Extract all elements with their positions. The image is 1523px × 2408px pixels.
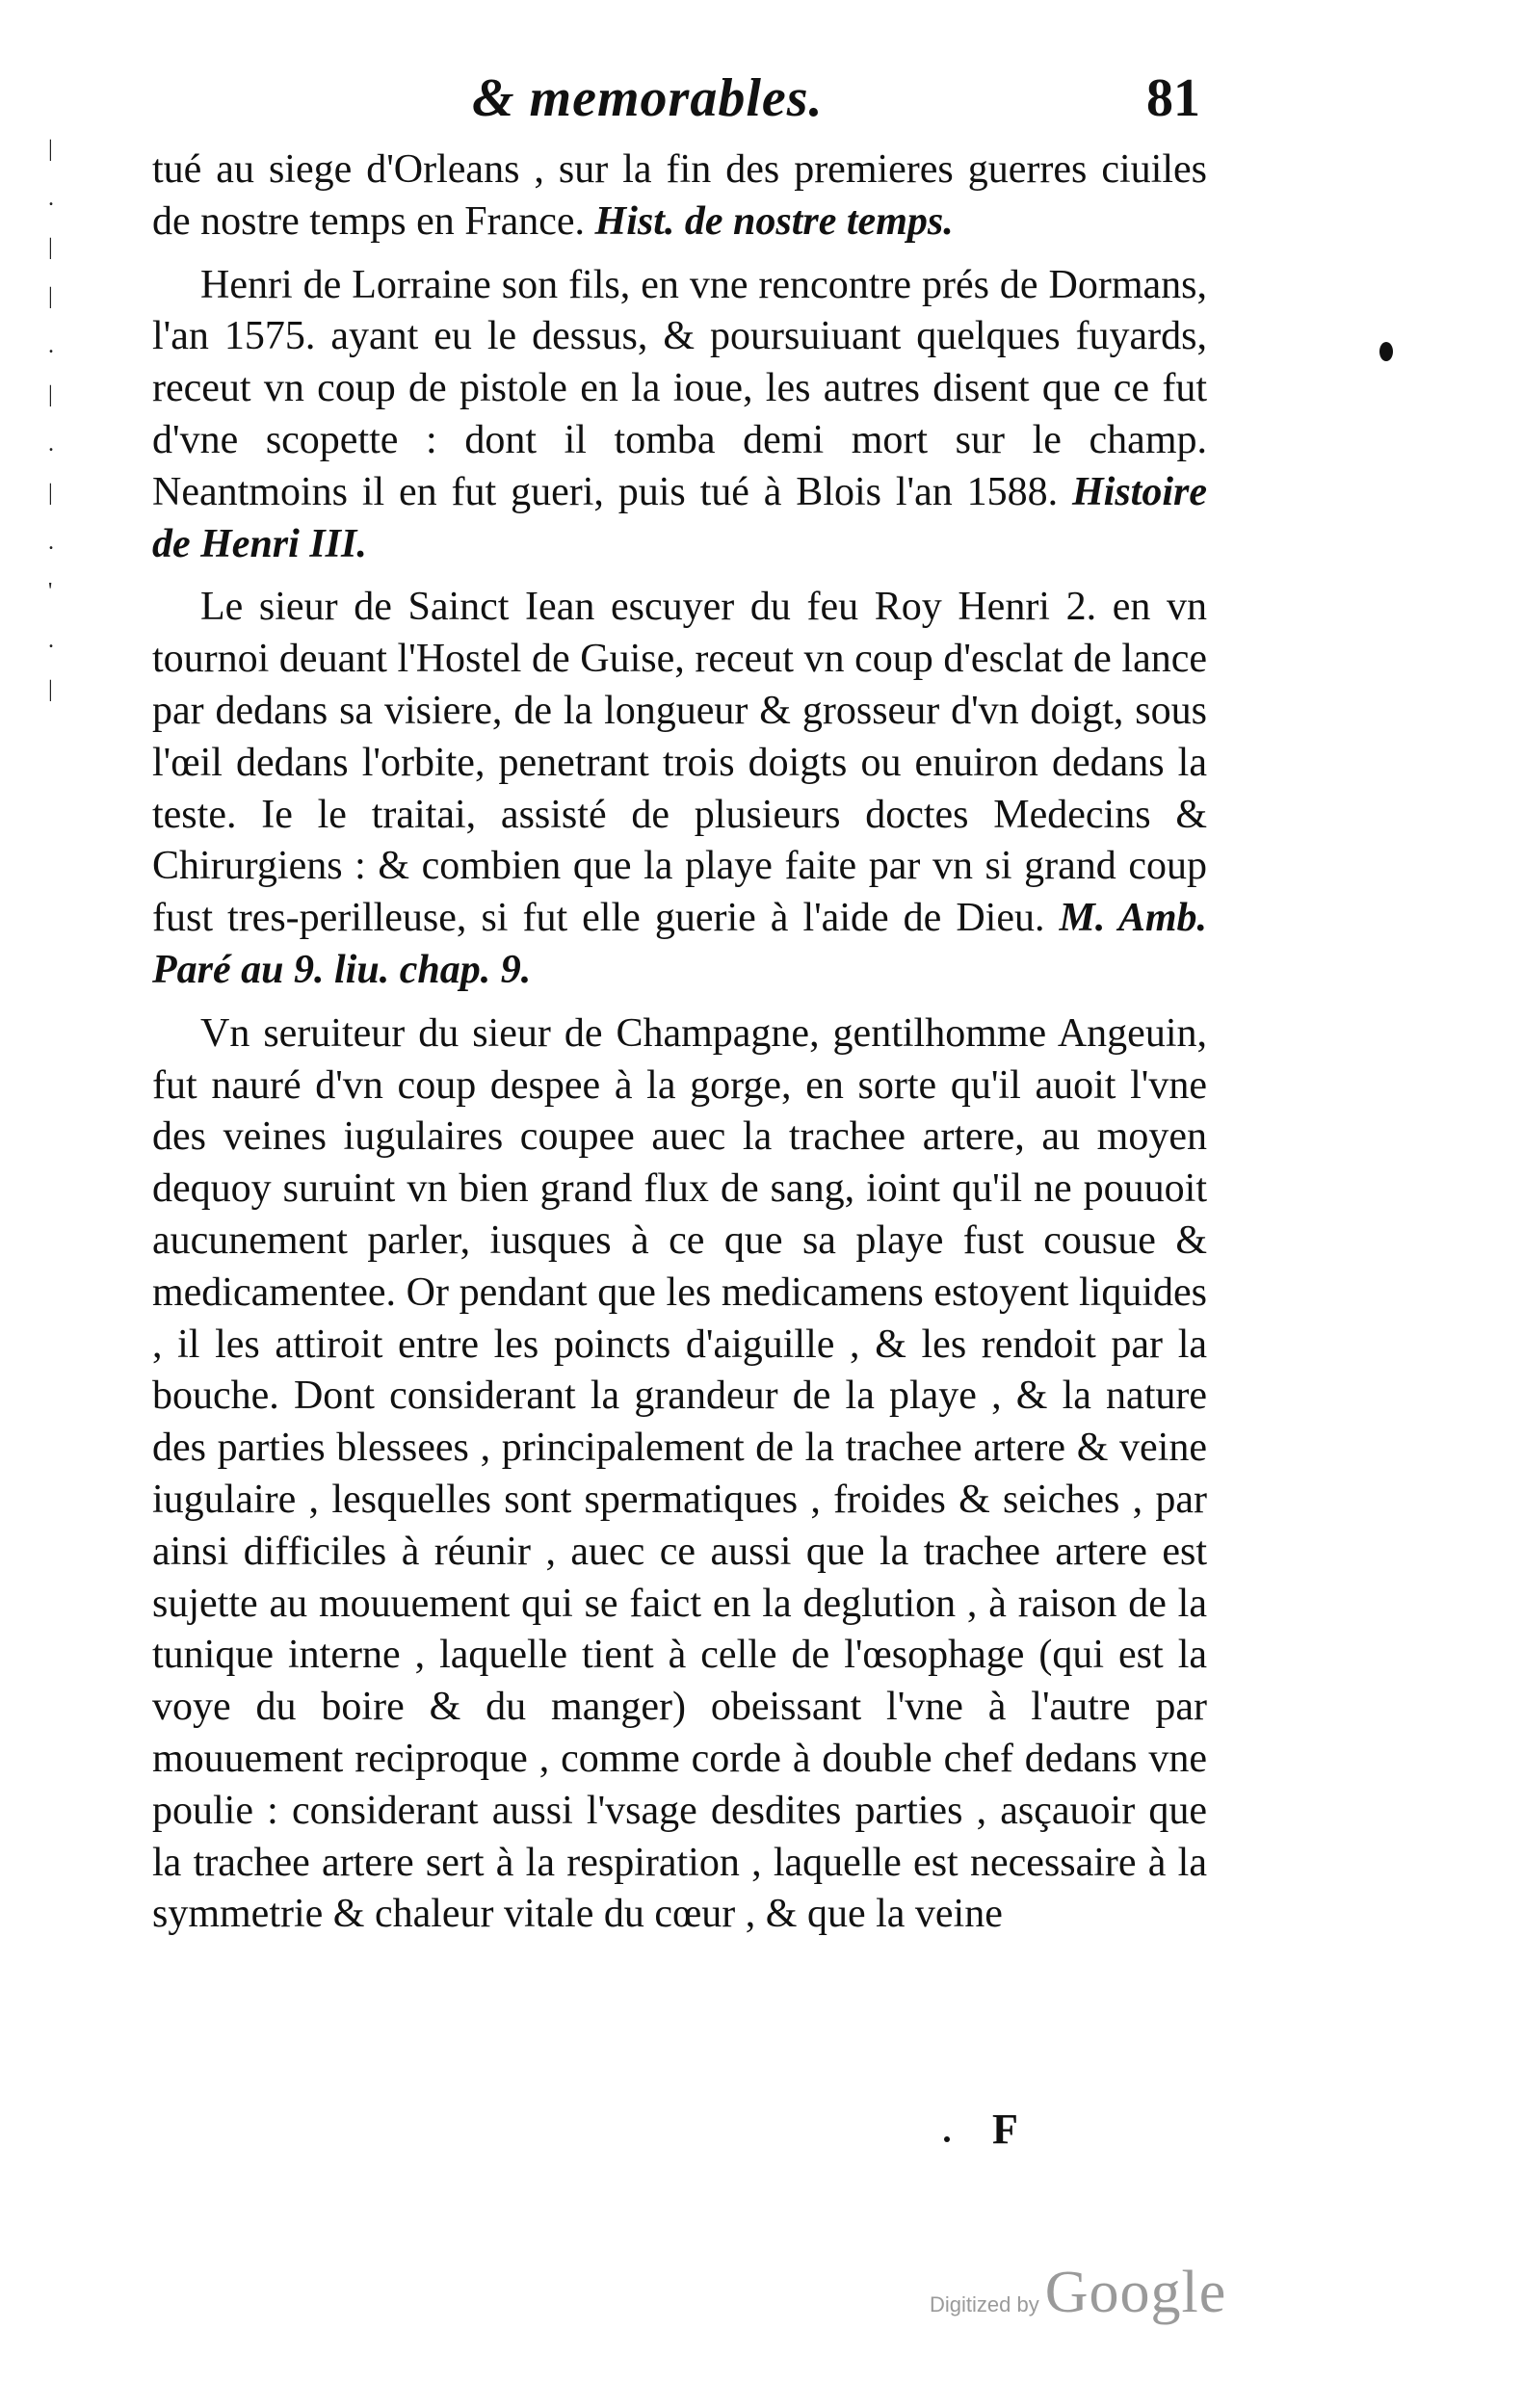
watermark-prefix: Digitized by xyxy=(930,2292,1039,2316)
paragraph-3 xyxy=(152,582,1207,996)
paragraph-text: Henri de Lorraine son fils, en vne rencontre prés de Dormans, l'an 1575. ayant eu le dessus, & poursuiuant quelques fuyards, receut vn coup de pistole en la ioue, les autres disent que ce fut d'vne scopette : dont il tomba demi mort sur le champ. Neantmoins il en fut gueri, puis tué à Blois l'an 1588. xyxy=(152,262,1207,514)
paragraph-2 xyxy=(152,260,1207,571)
signature-mark: F xyxy=(992,2106,1018,2153)
digitized-by-watermark xyxy=(930,2259,1226,2327)
ink-speck xyxy=(944,2136,950,2142)
body-text xyxy=(152,144,1207,1941)
paragraph-text: Vn seruiteur du sieur de Champagne, gentilhomme Angeuin, fut nauré d'vn coup despee à la gorge, en sorte qu'il auoit l'vne des veines iugulaires coupee auec la trachee artere, au moyen dequoy suruint vn bien grand flux de sang, ioint qu'il ne pouuoit aucunement parler, iusques à ce que sa playe fust cousue & medicamentee. Or pendant que les medicamens estoyent liquides , il les attiroit entre les poincts d'aiguille , & les rendoit par la bouche. Dont considerant la grandeur de la playe , & la nature des parties blessees , principalement de la trachee artere & veine iugulaire , lesquelles sont spermatiques , froides & seiches , par ainsi difficiles à réunir , auec ce aussi que la trachee artere est sujette au mouuement qui se faict en la deglution , à raison de la tunique interne , laquelle tient à celle de l'œsophage (qui est la voye du boire & du manger) obeissant l'vne à l'autre par mouuement reciproque , comme corde à double chef dedans vne poulie : considerant aussi l'vsage desdites parties , asçauoir que la trachee artere sert à la respiration , laquelle est necessaire à la symmetrie & chaleur vitale du cœur , & que la veine xyxy=(152,1010,1207,1937)
margin-bleed-marks: | . | | . | . | . ' . | xyxy=(48,137,54,702)
citation: Hist. de nostre temps. xyxy=(594,198,954,244)
paragraph-text: tué au siege d'Orleans , sur la fin des premieres guerres ciuiles de nostre temps en France. xyxy=(152,147,1207,244)
paragraph-text: Le sieur de Sainct Iean escuyer du feu Roy Henri 2. en vn tournoi deuant l'Hostel de Guise, receut vn coup d'esclat de lance par dedans sa visiere, de la longueur & grosseur d'vn doigt, sous l'œil dedans l'orbite, penetrant trois doigts ou enuiron dedans la teste. Ie le traitai, assisté de plusieurs doctes Medecins & Chirurgiens : & combien que la playe faite par vn si grand coup fust tres-perilleuse, si fut elle guerie à l'aide de Dieu. xyxy=(152,585,1207,941)
citation: Histoire de Henri III. xyxy=(152,469,1208,566)
citation: M. Amb. Paré au 9. liu. chap. 9. xyxy=(152,896,1208,992)
running-title: & memorables. xyxy=(472,68,824,128)
paragraph-1 xyxy=(152,144,1207,249)
google-logo: Google xyxy=(1044,2260,1227,2325)
ink-speck xyxy=(1379,342,1393,361)
paragraph-4 xyxy=(152,1008,1207,1941)
page-number: 81 xyxy=(1146,68,1200,128)
